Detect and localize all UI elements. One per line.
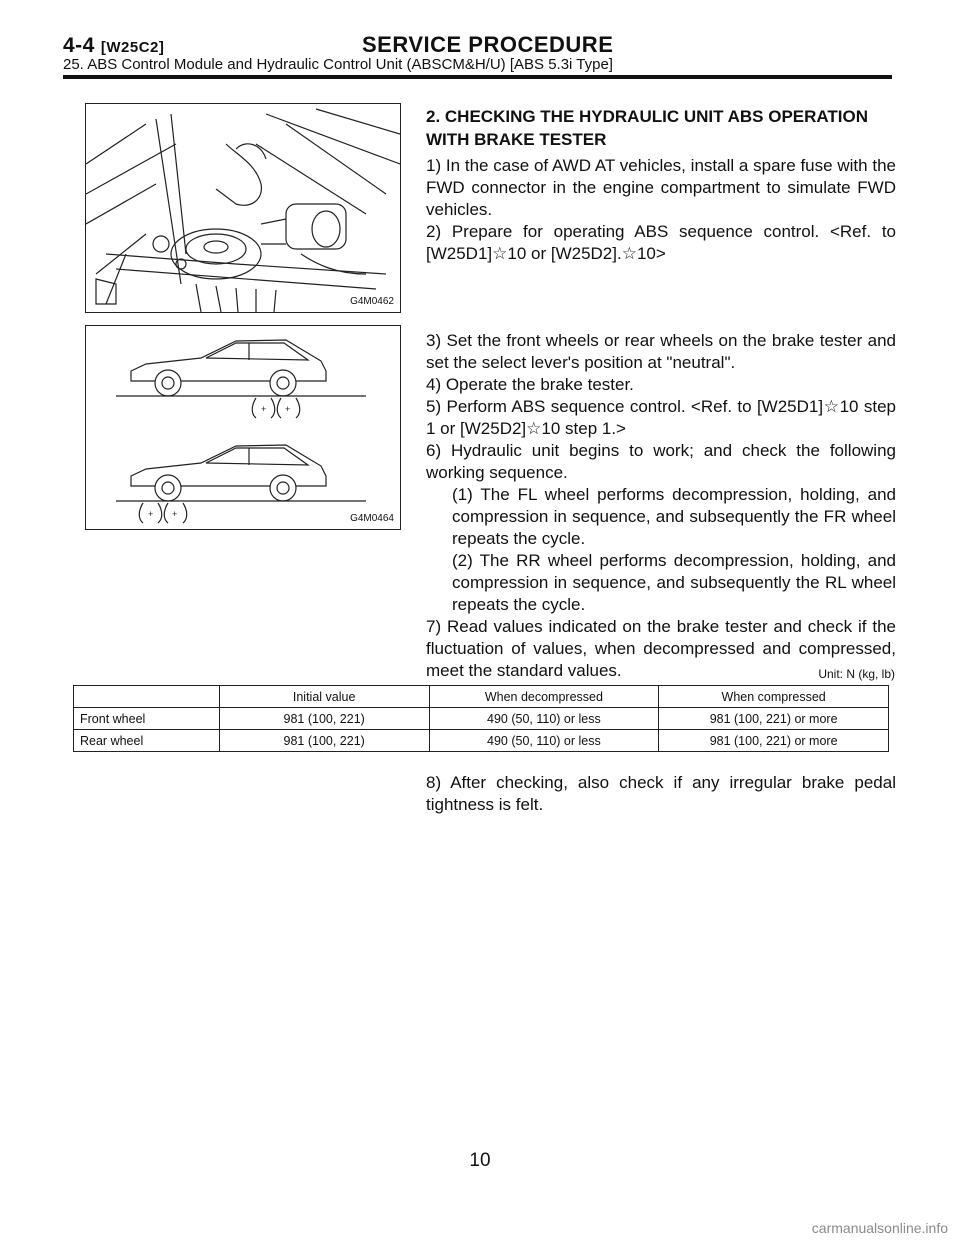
step-3: 3) Set the front wheels or rear wheels on the brake tester and set the select lever's position at "neutral". xyxy=(426,331,896,372)
car-front-on-tester-icon xyxy=(116,340,366,418)
table-header-cell: When compressed xyxy=(659,686,889,708)
svg-text:+: + xyxy=(285,404,291,414)
table-header-row xyxy=(74,686,889,708)
car-rear-on-tester-icon xyxy=(116,445,366,523)
table-cell: 981 (100, 221) xyxy=(219,708,429,730)
brake-tester-illustration xyxy=(86,326,400,529)
engine-compartment-illustration xyxy=(86,104,400,312)
section-number xyxy=(63,34,164,58)
step-6-sub-2: (2) The RR wheel performs decompression, holding, and compression in sequence, and subsequently the RL wheel repeats the cycle. xyxy=(452,551,896,614)
svg-text:+: + xyxy=(172,509,178,519)
figure-brake-tester xyxy=(85,325,401,530)
watermark: carmanualsonline.info xyxy=(811,1220,948,1236)
procedure-block-2 xyxy=(426,330,896,682)
step-1: 1) In the case of AWD AT vehicles, install a spare fuse with the FWD connector in the engine compartment to simulate FWD vehicles. xyxy=(426,156,896,219)
table-cell: 490 (50, 110) or less xyxy=(429,708,659,730)
table-row xyxy=(74,708,889,730)
section-code: [W25C2] xyxy=(100,39,165,56)
table-cell: Rear wheel xyxy=(74,730,220,752)
figure-label: G4M0462 xyxy=(350,296,394,307)
table-cell: 981 (100, 221) or more xyxy=(659,730,889,752)
step-8: 8) After checking, also check if any irregular brake pedal tightness is felt. xyxy=(426,773,896,814)
table-cell: 981 (100, 221) or more xyxy=(659,708,889,730)
procedure-heading-line2: WITH BRAKE TESTER xyxy=(426,130,607,149)
step-6: 6) Hydraulic unit begins to work; and check the following working sequence. xyxy=(426,441,896,482)
section-label: 4-4 xyxy=(63,34,95,57)
procedure-heading-line1: 2. CHECKING THE HYDRAULIC UNIT ABS OPERATION xyxy=(426,107,869,126)
page-subtitle: 25. ABS Control Module and Hydraulic Control Unit (ABSCM&H/U) [ABS 5.3i Type] xyxy=(63,56,613,73)
figure-label: G4M0464 xyxy=(350,513,394,524)
step-5: 5) Perform ABS sequence control. <Ref. to [W25D1]☆10 step 1 or [W25D2]☆10 step 1.> xyxy=(426,397,896,438)
step-2: 2) Prepare for operating ABS sequence control. <Ref. to [W25D1]☆10 or [W25D2].☆10> xyxy=(426,222,896,263)
table-header-cell xyxy=(74,686,220,708)
table-unit-note: Unit: N (kg, lb) xyxy=(818,667,895,681)
step-6-sub-1: (1) The FL wheel performs decompression, holding, and compression in sequence, and subsequently the FR wheel repeats the cycle. xyxy=(452,485,896,548)
table-cell: 490 (50, 110) or less xyxy=(429,730,659,752)
table-header-cell: When decompressed xyxy=(429,686,659,708)
table-cell: 981 (100, 221) xyxy=(219,730,429,752)
procedure-block-1 xyxy=(426,105,896,265)
table-header-cell: Initial value xyxy=(219,686,429,708)
page-number: 10 xyxy=(469,1150,491,1171)
svg-text:+: + xyxy=(148,509,154,519)
header-rule xyxy=(63,75,892,79)
page-title: SERVICE PROCEDURE xyxy=(362,32,614,57)
step-4: 4) Operate the brake tester. xyxy=(426,375,634,394)
table-row xyxy=(74,730,889,752)
figure-engine-compartment xyxy=(85,103,401,313)
table-cell: Front wheel xyxy=(74,708,220,730)
procedure-block-3 xyxy=(426,772,896,816)
standard-values-table xyxy=(73,685,889,752)
svg-text:+: + xyxy=(261,404,267,414)
step-7: 7) Read values indicated on the brake tester and check if the fluctuation of values, when decompressed and compressed, meet the standard values. xyxy=(426,617,896,680)
